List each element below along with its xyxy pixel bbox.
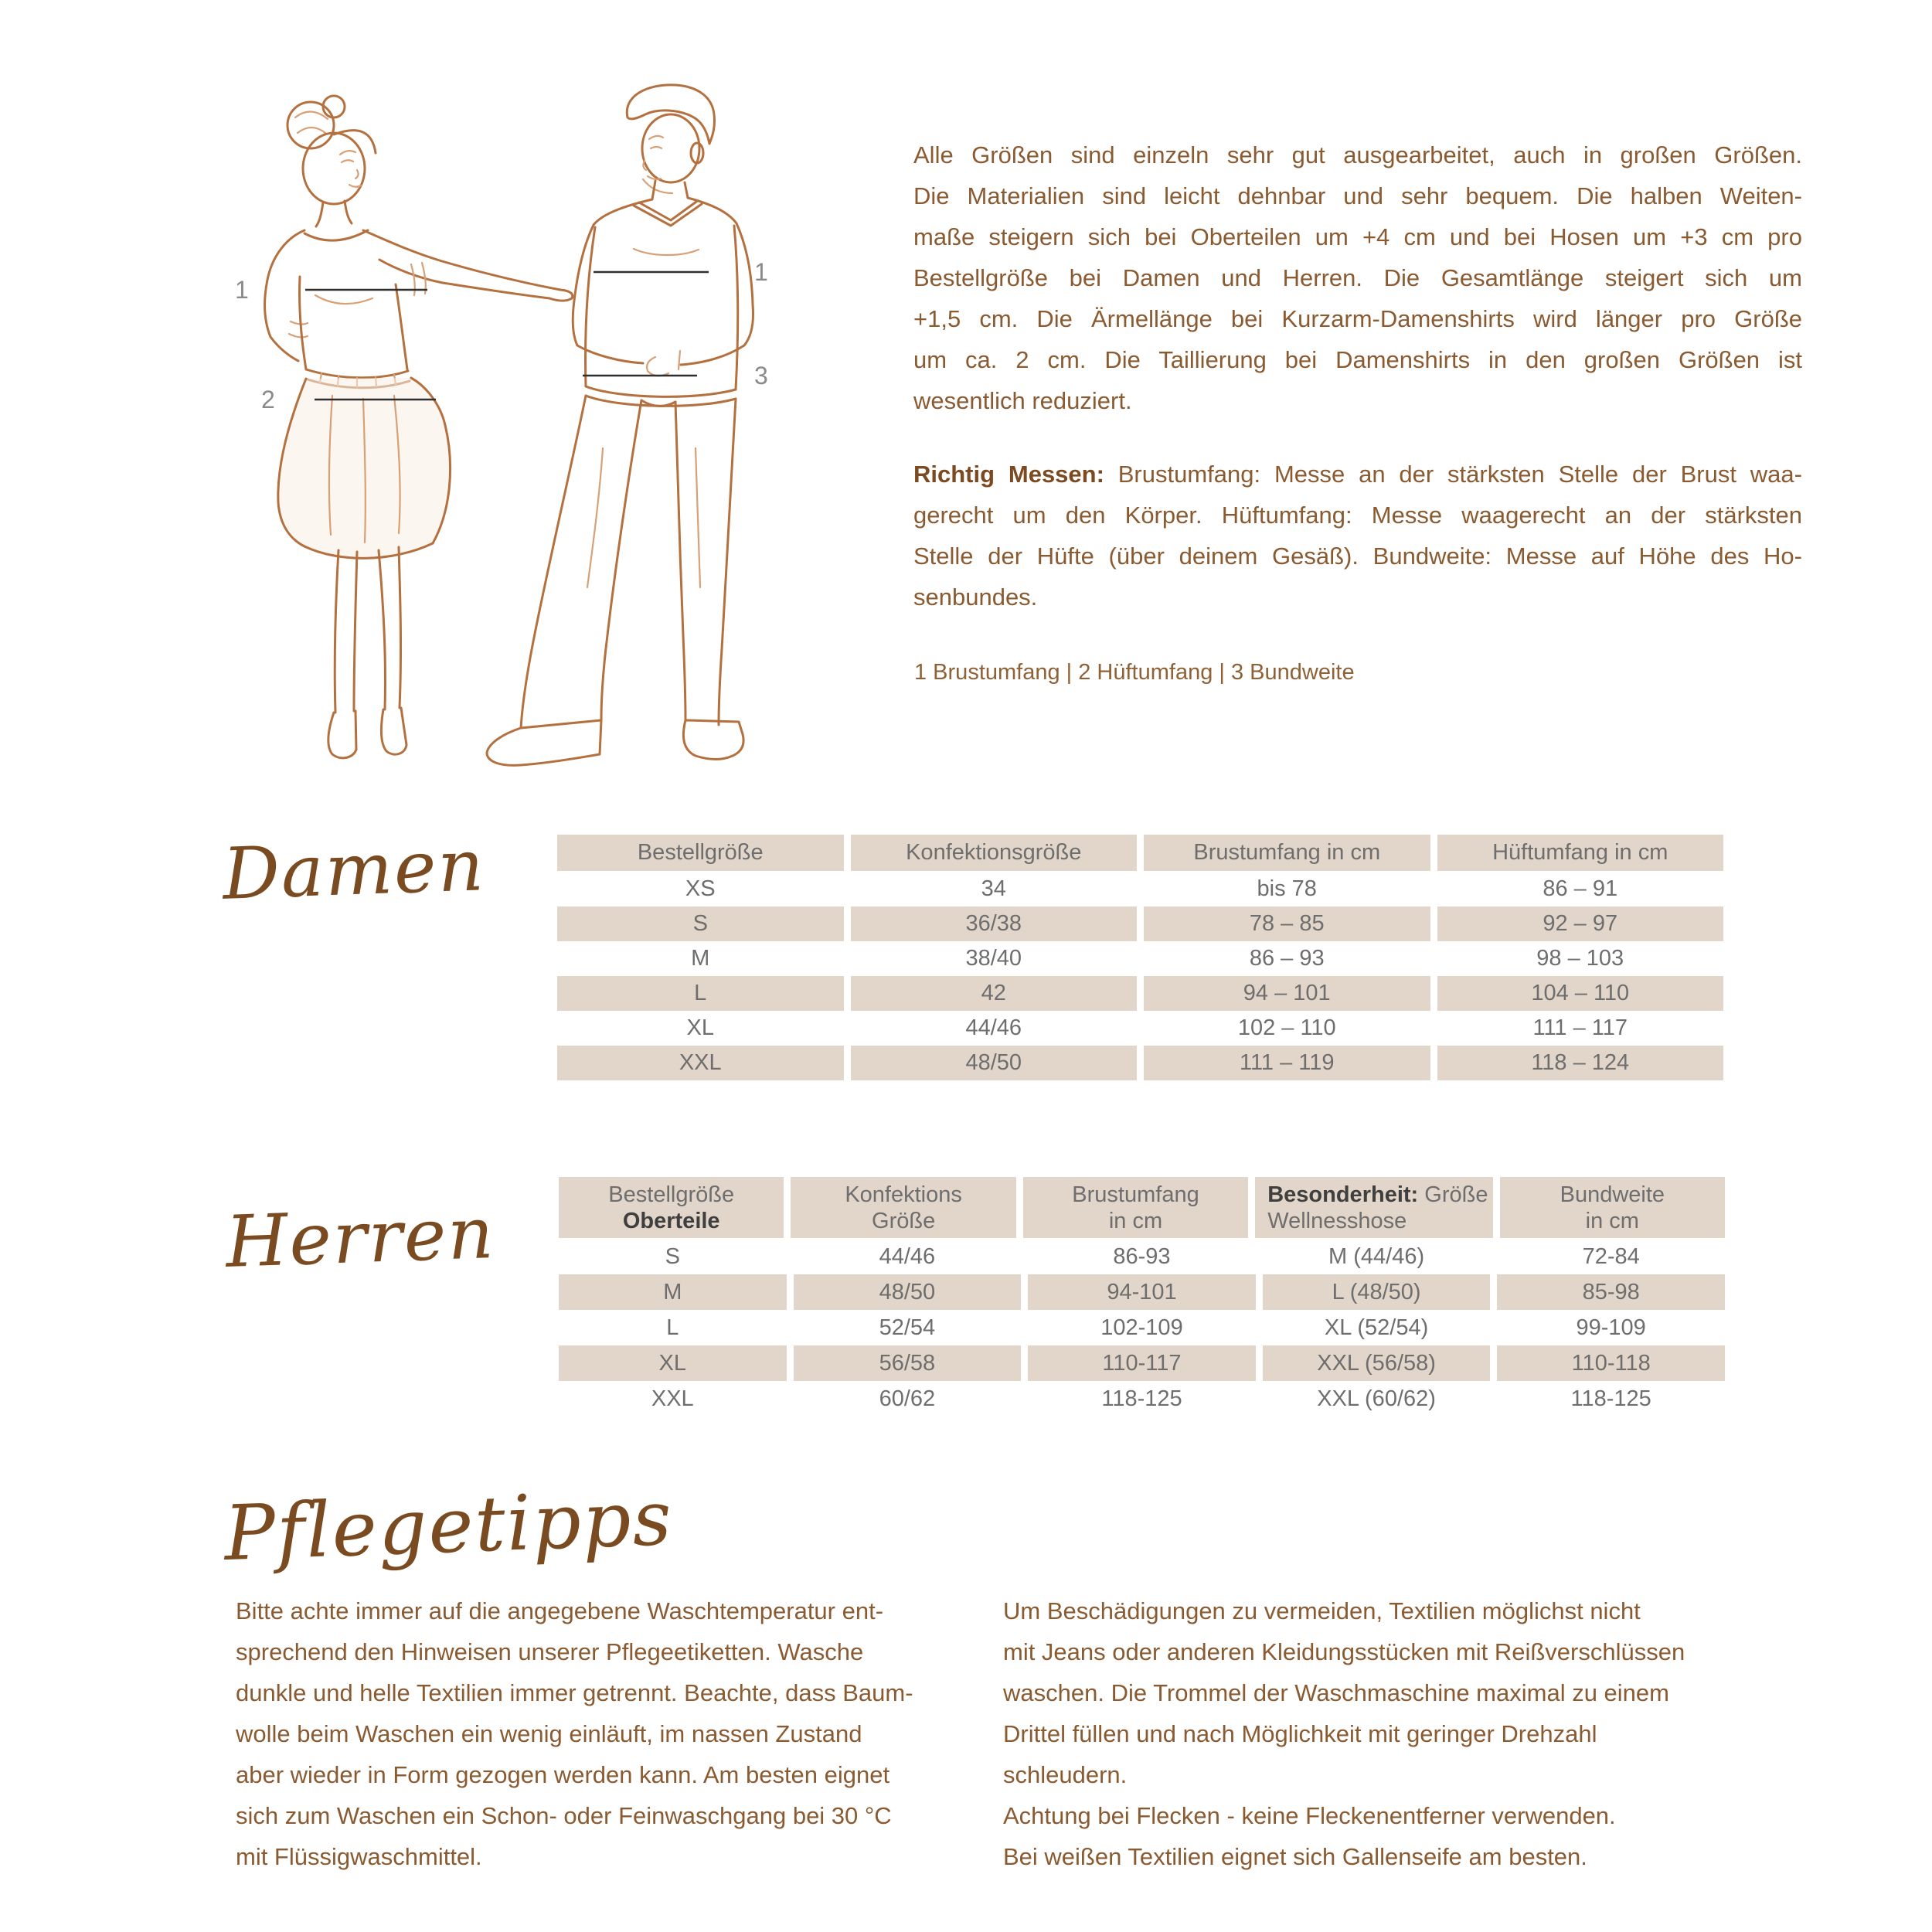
man-chest-label: 1 <box>754 258 768 286</box>
table-cell: XXL (56/58) <box>1263 1345 1491 1381</box>
text-line: um ca. 2 cm. Die Taillierung bei Damenshirts in den großen Größen ist <box>913 346 1802 373</box>
table-cell: XXL <box>651 1386 694 1411</box>
man-waist-label: 3 <box>754 362 768 389</box>
table-cell: 42 <box>851 976 1138 1011</box>
man-figure <box>487 85 753 766</box>
herren-table <box>559 1177 1725 1417</box>
table-cell: 86 – 93 <box>1249 946 1325 971</box>
measure-paragraph <box>913 454 1802 617</box>
table-cell: XL (52/54) <box>1324 1315 1429 1340</box>
text-line: wolle beim Waschen ein wenig einläuft, im nassen Zustand <box>236 1720 862 1747</box>
herren-heading: Herren <box>224 1191 497 1284</box>
table-header-cell: Brustumfang in cm <box>1023 1177 1248 1238</box>
text-line: dunkle und helle Textilien immer getrennt. Beachte, dass Baum- <box>236 1679 913 1706</box>
table-cell: 94-101 <box>1028 1274 1256 1310</box>
illustration-sketch <box>139 62 835 796</box>
table-header-cell: Konfektions Größe <box>791 1177 1015 1238</box>
table-cell: 48/50 <box>794 1274 1022 1310</box>
text-line: Bestellgröße bei Damen und Herren. Die Gesamtlänge steigert sich um <box>913 264 1802 291</box>
measure-legend: 1 Brustumfang | 2 Hüftumfang | 3 Bundweite <box>914 660 1355 685</box>
table-cell: 60/62 <box>879 1386 936 1411</box>
table-cell: 34 <box>981 876 1006 901</box>
table-cell: S <box>557 906 844 941</box>
table-row <box>559 1274 1725 1310</box>
table-cell: 56/58 <box>794 1345 1022 1381</box>
text-line: Die Materialien sind leicht dehnbar und sehr bequem. Die halben Weiten- <box>913 182 1802 209</box>
text-line: aber wieder in Form gezogen werden kann. Am besten eignet <box>236 1761 890 1788</box>
table-cell: 118-125 <box>1570 1386 1651 1411</box>
measure-heading: Richtig Messen: <box>913 461 1104 488</box>
text-line: gerecht um den Körper. Hüftumfang: Messe waagerecht an der stärksten <box>913 502 1802 529</box>
measure-first-rest: Brustumfang: Messe an der stärksten Stelle der Brust waa- <box>1104 461 1802 488</box>
table-cell: 44/46 <box>879 1243 936 1269</box>
table-cell: 48/50 <box>851 1046 1138 1080</box>
table-cell: 110-118 <box>1497 1345 1725 1381</box>
table-row <box>559 1381 1725 1417</box>
text-line: Bei weißen Textilien eignet sich Gallenseife am besten. <box>1003 1843 1587 1870</box>
text-line: sprechend den Hinweisen unserer Pflegeetiketten. Wasche <box>236 1638 864 1665</box>
pflege-heading: Pflegetipps <box>223 1474 675 1579</box>
table-cell: XXL <box>557 1046 844 1080</box>
table-cell: 86-93 <box>1113 1243 1171 1269</box>
table-cell: S <box>665 1243 680 1269</box>
table-cell: bis 78 <box>1257 876 1317 901</box>
pflege-left-column <box>236 1590 985 1877</box>
text-line: Achtung bei Flecken - keine Fleckenentferner verwenden. <box>1003 1802 1616 1829</box>
table-cell: XXL (60/62) <box>1317 1386 1436 1411</box>
table-cell: 78 – 85 <box>1144 906 1430 941</box>
table-cell: XL <box>559 1345 787 1381</box>
table-header-cell: Hüftumfang in cm <box>1437 835 1724 871</box>
table-cell: 94 – 101 <box>1144 976 1430 1011</box>
table-cell: 111 – 119 <box>1144 1046 1430 1080</box>
table-cell: M <box>691 946 710 971</box>
table-header-cell: Bestellgröße <box>557 835 844 871</box>
table-header-cell: Bundweite in cm <box>1500 1177 1725 1238</box>
table-cell: 85-98 <box>1497 1274 1725 1310</box>
damen-heading: Damen <box>221 824 487 916</box>
text-line: Alle Größen sind einzeln sehr gut ausgearbeitet, auch in großen Größen. <box>913 141 1802 168</box>
table-cell: 36/38 <box>851 906 1138 941</box>
table-cell: 98 – 103 <box>1536 946 1624 971</box>
table-header-cell: Bestellgröße Oberteile <box>559 1177 784 1238</box>
pflege-right-column <box>1003 1590 1776 1877</box>
text-line: senbundes. <box>913 583 1038 611</box>
text-line: waschen. Die Trommel der Waschmaschine maximal zu einem <box>1003 1679 1669 1706</box>
herren-table-header <box>559 1177 1725 1238</box>
damen-table <box>557 835 1723 1080</box>
table-row <box>557 1011 1723 1046</box>
measure-first-line <box>913 454 1802 495</box>
table-cell: 118-125 <box>1101 1386 1182 1411</box>
table-cell: 86 – 91 <box>1543 876 1618 901</box>
table-cell: 99-109 <box>1576 1315 1646 1340</box>
table-cell: L (48/50) <box>1263 1274 1491 1310</box>
table-row <box>559 1239 1725 1274</box>
table-cell: 52/54 <box>879 1315 936 1340</box>
text-line: mit Flüssigwaschmittel. <box>236 1843 482 1870</box>
table-cell: M (44/46) <box>1328 1243 1425 1269</box>
table-cell: XL <box>686 1015 714 1040</box>
table-row <box>557 872 1723 906</box>
table-row <box>557 976 1723 1011</box>
table-cell: 118 – 124 <box>1437 1046 1724 1080</box>
table-header-cell: Konfektionsgröße <box>851 835 1138 871</box>
woman-bust-label: 1 <box>235 276 249 304</box>
text-line: +1,5 cm. Die Ärmellänge bei Kurzarm-Damenshirts wird länger pro Größe <box>913 305 1802 332</box>
text-line: Um Beschädigungen zu vermeiden, Textilien möglichst nicht <box>1003 1597 1641 1624</box>
text-line: mit Jeans oder anderen Kleidungsstücken mit Reißverschlüssen <box>1003 1638 1685 1665</box>
text-line: wesentlich reduziert. <box>913 387 1132 414</box>
table-row <box>559 1345 1725 1381</box>
table-row <box>557 1046 1723 1080</box>
table-cell: M <box>559 1274 787 1310</box>
table-row <box>557 941 1723 976</box>
table-cell: 110-117 <box>1028 1345 1256 1381</box>
table-cell: 92 – 97 <box>1437 906 1724 941</box>
table-cell: XS <box>685 876 716 901</box>
text-line: sich zum Waschen ein Schon- oder Feinwaschgang bei 30 °C <box>236 1802 892 1829</box>
table-header-cell: Besonderheit: Größe Wellnesshose <box>1255 1177 1492 1238</box>
table-cell: 102-109 <box>1100 1315 1183 1340</box>
table-cell: 72-84 <box>1582 1243 1640 1269</box>
text-line: Bitte achte immer auf die angegebene Waschtemperatur ent- <box>236 1597 884 1624</box>
table-row <box>559 1310 1725 1345</box>
table-cell: 44/46 <box>965 1015 1022 1040</box>
woman-hip-label: 2 <box>261 386 275 413</box>
table-cell: 111 – 117 <box>1532 1015 1628 1040</box>
table-cell: 38/40 <box>965 946 1022 971</box>
table-row <box>557 906 1723 941</box>
text-line: schleudern. <box>1003 1761 1128 1788</box>
table-cell: 102 – 110 <box>1237 1015 1336 1040</box>
table-header-cell: Brustumfang in cm <box>1144 835 1430 871</box>
damen-table-header <box>557 835 1723 871</box>
text-line: Drittel füllen und nach Möglichkeit mit geringer Drehzahl <box>1003 1720 1597 1747</box>
woman-figure <box>265 96 573 758</box>
intro-paragraph <box>913 134 1802 421</box>
table-cell: L <box>666 1315 679 1340</box>
table-cell: L <box>557 976 844 1011</box>
text-line: Stelle der Hüfte (über deinem Gesäß). Bundweite: Messe auf Höhe des Ho- <box>913 543 1802 570</box>
text-line: maße steigern sich bei Oberteilen um +4 cm und bei Hosen um +3 cm pro <box>913 223 1802 250</box>
table-cell: 104 – 110 <box>1437 976 1724 1011</box>
